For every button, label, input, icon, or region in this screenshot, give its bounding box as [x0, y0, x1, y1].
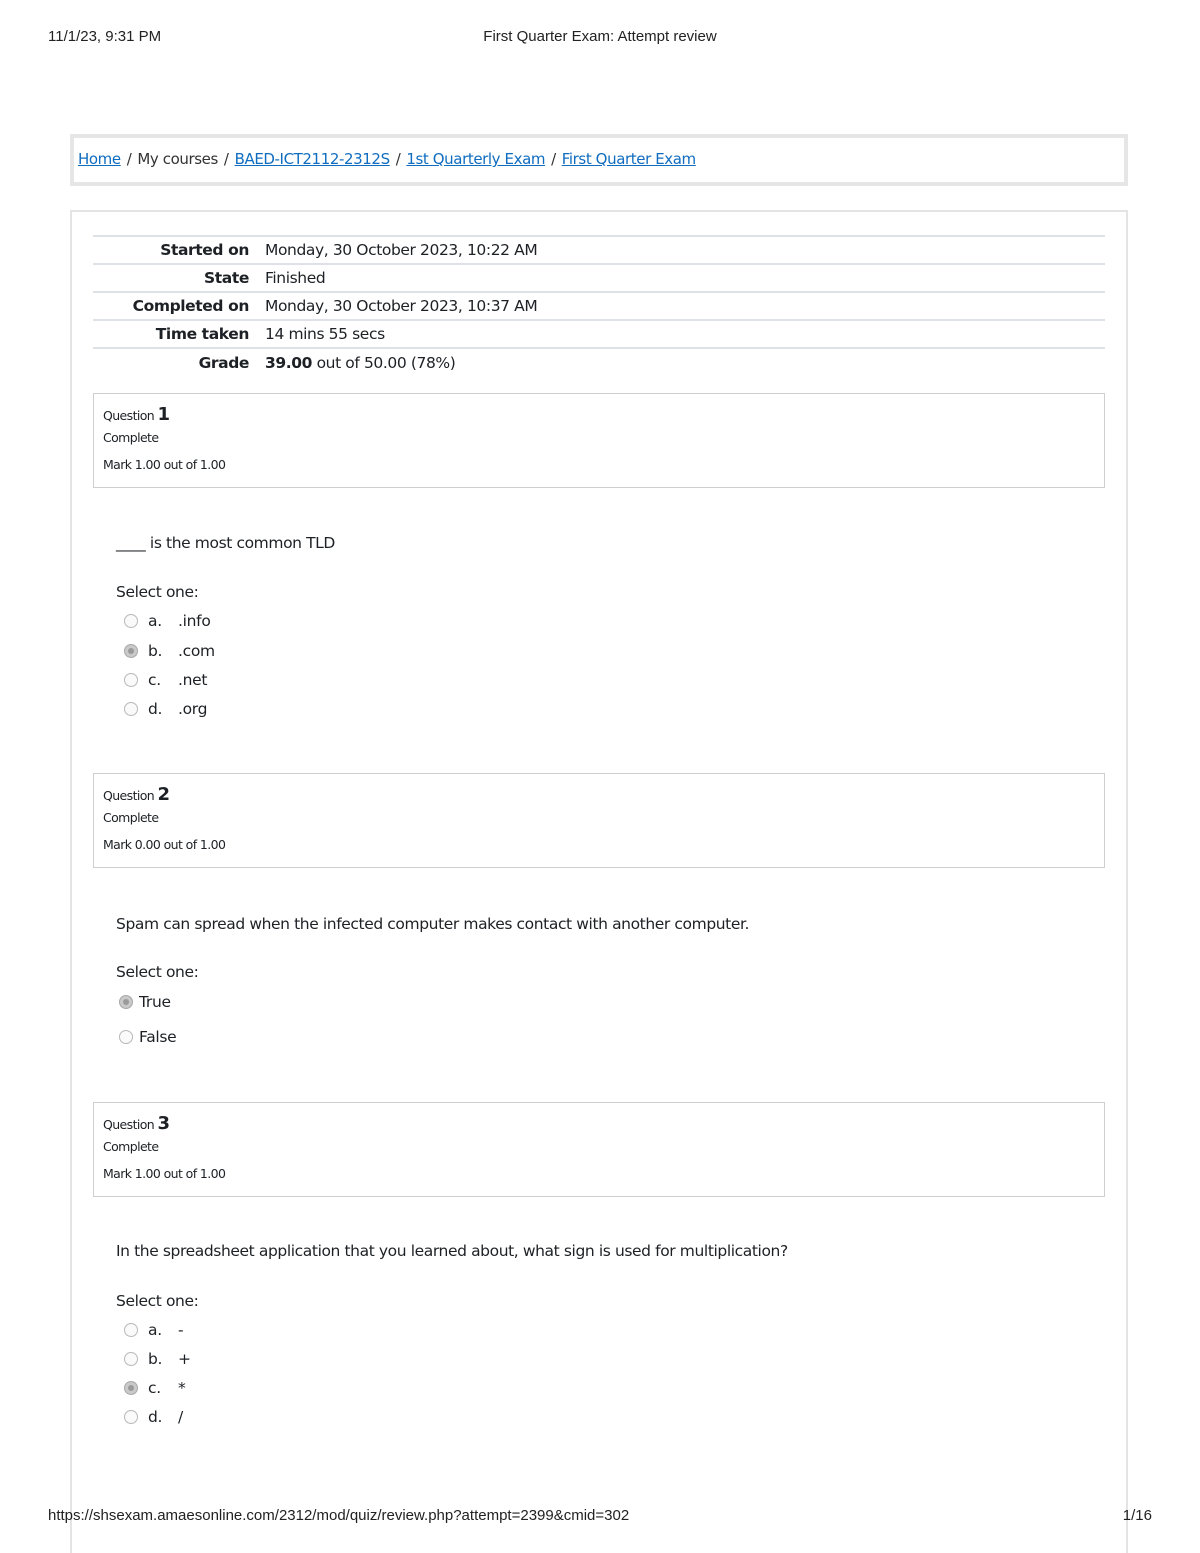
summary-label: Started on — [160, 241, 249, 259]
select-one-label: Select one: — [116, 1292, 199, 1310]
radio-button[interactable] — [124, 702, 138, 716]
answer-option[interactable] — [124, 669, 207, 691]
breadcrumb-section-link[interactable]: 1st Quarterly Exam — [406, 150, 546, 168]
question-label: Question — [103, 788, 155, 803]
breadcrumb-quiz-link[interactable]: First Quarter Exam — [561, 150, 696, 168]
question-text: In the spreadsheet application that you learned about, what sign is used for multiplication? — [116, 1242, 788, 1260]
answer-option[interactable] — [124, 698, 207, 720]
select-one-label: Select one: — [116, 963, 199, 981]
option-text: .info — [178, 612, 211, 630]
option-letter: a. — [148, 1321, 162, 1339]
breadcrumb-separator: / — [126, 150, 132, 168]
summary-row-time-taken — [93, 320, 1105, 348]
option-text: .org — [178, 700, 208, 718]
summary-label: Completed on — [132, 297, 249, 315]
question-info-box — [93, 773, 1105, 868]
question-label: Question — [103, 1117, 155, 1132]
radio-button[interactable] — [124, 1352, 138, 1366]
summary-row-started — [93, 236, 1105, 264]
option-letter: d. — [148, 1408, 163, 1426]
breadcrumb-course-link[interactable]: BAED-ICT2112-2312S — [234, 150, 390, 168]
breadcrumb-separator: / — [223, 150, 229, 168]
grade-total: out of 50.00 (78%) — [316, 353, 456, 372]
question-number: 2 — [157, 784, 171, 805]
question-number: 1 — [157, 404, 171, 425]
breadcrumb-separator: / — [551, 150, 556, 168]
radio-button[interactable] — [119, 1030, 133, 1044]
radio-button-checked[interactable] — [124, 644, 138, 658]
question-state: Complete — [103, 1139, 159, 1154]
question-info-box — [93, 393, 1105, 488]
answer-option[interactable] — [119, 991, 171, 1013]
option-text: .com — [178, 642, 215, 660]
radio-button[interactable] — [124, 614, 138, 628]
print-header — [48, 28, 1152, 48]
summary-row-completed — [93, 292, 1105, 320]
summary-label: State — [204, 269, 249, 287]
summary-row-grade — [93, 348, 1105, 376]
answer-option[interactable] — [124, 1406, 183, 1428]
question-mark: Mark 1.00 out of 1.00 — [103, 1166, 226, 1181]
option-letter: a. — [148, 612, 162, 630]
grade-score: 39.00 — [265, 353, 313, 372]
option-letter: c. — [148, 1379, 161, 1397]
question-mark: Mark 0.00 out of 1.00 — [103, 837, 226, 852]
breadcrumb-separator: / — [395, 150, 401, 168]
radio-button-checked[interactable] — [124, 1381, 138, 1395]
answer-option[interactable] — [124, 640, 215, 662]
answer-option[interactable] — [124, 1377, 185, 1399]
question-state: Complete — [103, 430, 159, 445]
answer-option[interactable] — [124, 1319, 183, 1341]
radio-button[interactable] — [124, 1323, 138, 1337]
option-text: False — [139, 1028, 177, 1046]
radio-button[interactable] — [124, 1410, 138, 1424]
question-text: Spam can spread when the infected computer makes contact with another computer. — [116, 915, 750, 933]
summary-value: 14 mins 55 secs — [265, 325, 385, 343]
summary-row-state — [93, 264, 1105, 292]
question-info-box — [93, 1102, 1105, 1197]
question-label: Question — [103, 408, 155, 423]
option-text: / — [178, 1408, 183, 1426]
attempt-summary-table — [93, 235, 1105, 376]
answer-option[interactable] — [124, 610, 211, 632]
print-page-number: 1/16 — [1122, 1507, 1152, 1524]
summary-value — [257, 348, 1105, 376]
summary-value: Monday, 30 October 2023, 10:37 AM — [265, 297, 538, 315]
breadcrumb-my-courses: My courses — [137, 150, 218, 168]
option-letter: c. — [148, 671, 161, 689]
answer-option[interactable] — [119, 1026, 176, 1048]
breadcrumb-home-link[interactable]: Home — [78, 150, 121, 168]
option-text: * — [178, 1379, 186, 1397]
option-text: + — [178, 1350, 191, 1368]
print-footer — [48, 1507, 1152, 1527]
radio-button-checked[interactable] — [119, 995, 133, 1009]
answer-option[interactable] — [124, 1348, 191, 1370]
option-letter: d. — [148, 700, 163, 718]
question-mark: Mark 1.00 out of 1.00 — [103, 457, 226, 472]
option-text: True — [139, 993, 171, 1011]
breadcrumb — [70, 134, 1128, 186]
print-datetime: 11/1/23, 9:31 PM — [48, 28, 162, 45]
summary-label: Time taken — [155, 325, 249, 343]
option-text: - — [178, 1321, 184, 1339]
summary-value: Monday, 30 October 2023, 10:22 AM — [265, 241, 538, 259]
question-state: Complete — [103, 810, 159, 825]
summary-label: Grade — [198, 353, 249, 372]
option-letter: b. — [148, 1350, 163, 1368]
option-letter: b. — [148, 642, 163, 660]
select-one-label: Select one: — [116, 583, 199, 601]
option-text: .net — [178, 671, 208, 689]
summary-value: Finished — [265, 269, 326, 287]
question-number: 3 — [157, 1113, 171, 1134]
print-page-title: First Quarter Exam: Attempt review — [483, 28, 717, 45]
print-url: https://shsexam.amaesonline.com/2312/mod/quiz/review.php?attempt=2399&cmid=302 — [48, 1507, 630, 1524]
radio-button[interactable] — [124, 673, 138, 687]
question-text: ____ is the most common TLD — [116, 534, 335, 552]
